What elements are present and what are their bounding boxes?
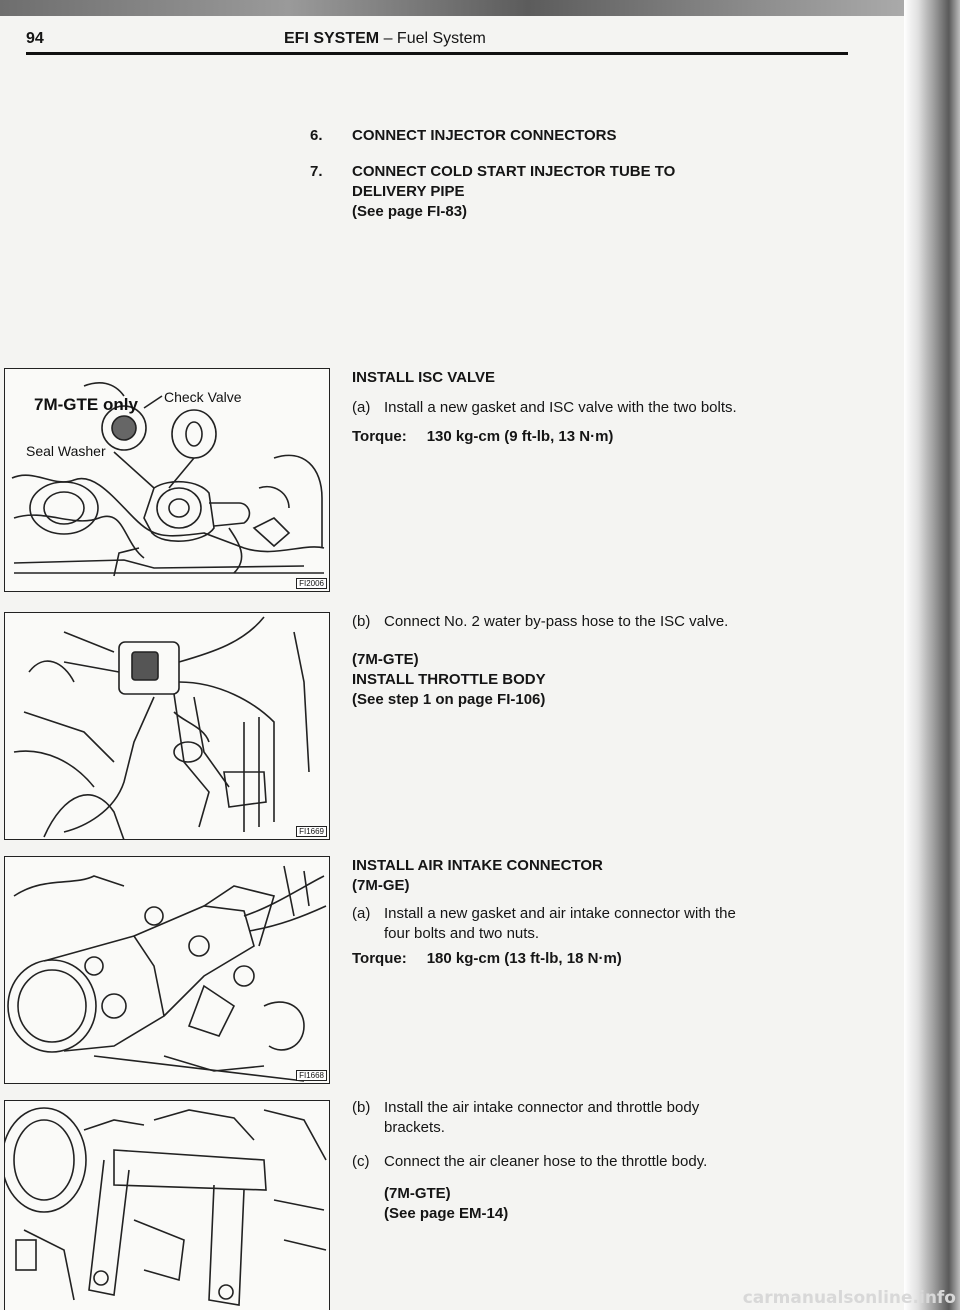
substep-letter: (b) — [352, 613, 371, 630]
page-reference: (See page FI-83) — [352, 203, 468, 220]
page-header — [26, 28, 848, 55]
torque-spec-8 — [352, 428, 613, 445]
figure-air-intake-connector — [4, 856, 330, 1084]
figure-isc-valve — [4, 368, 330, 592]
substep-letter: (c) — [352, 1153, 370, 1170]
torque-spec-10 — [352, 950, 622, 967]
step-model-note: (7M-GTE) — [352, 651, 419, 668]
substep-text: Connect No. 2 water by-pass hose to the ISC valve. — [384, 613, 729, 630]
seal-washer-label: Seal Washer — [26, 443, 106, 459]
torque-value: 180 kg-cm (13 ft-lb, 18 N·m) — [426, 950, 622, 967]
substep-letter: (b) — [352, 1099, 371, 1116]
substep-text-cont: brackets. — [384, 1119, 445, 1136]
figure-bracket-install — [4, 1100, 330, 1310]
torque-value: 130 kg-cm (9 ft-lb, 13 N·m) — [426, 428, 614, 445]
step-heading: INSTALL ISC VALVE — [352, 369, 496, 386]
substep-text: Connect the air cleaner hose to the throttle body. — [384, 1153, 708, 1170]
substep-text-cont: four bolts and two nuts. — [384, 925, 540, 942]
step-number: 6. — [310, 127, 323, 144]
bracket-illustration — [4, 1100, 330, 1310]
step-heading: INSTALL THROTTLE BODY — [352, 671, 546, 688]
torque-label: Torque: — [352, 428, 407, 445]
section-title: EFI SYSTEM — [284, 30, 380, 47]
model-label: 7M-GTE only — [34, 395, 138, 414]
scan-top-edge — [0, 0, 960, 16]
step-model-note: (7M-GE) — [352, 877, 410, 894]
water-hose-illustration — [4, 612, 330, 840]
figure-id: FI2006 — [296, 578, 327, 589]
page-title — [284, 30, 486, 48]
step-number: 7. — [310, 163, 323, 180]
isc-valve-illustration — [4, 368, 330, 592]
scan-binding-edge — [904, 0, 960, 1310]
check-valve-label: Check Valve — [164, 389, 242, 405]
figure-id: FI1668 — [296, 1070, 327, 1081]
air-intake-illustration — [4, 856, 330, 1084]
step-heading: INSTALL AIR INTAKE CONNECTOR — [352, 857, 603, 874]
figure-water-hose — [4, 612, 330, 840]
step-heading: CONNECT COLD START INJECTOR TUBE TO — [352, 163, 676, 180]
step-heading-cont: DELIVERY PIPE — [352, 183, 465, 200]
torque-label: Torque: — [352, 950, 407, 967]
step-heading: CONNECT INJECTOR CONNECTORS — [352, 127, 617, 144]
watermark: carmanualsonline.info — [742, 1288, 956, 1308]
model-note: (7M-GTE) — [384, 1185, 451, 1202]
substep-text: Install a new gasket and ISC valve with the two bolts. — [384, 399, 737, 416]
substep-letter: (a) — [352, 399, 371, 416]
substep-text: Install a new gasket and air intake connector with the — [384, 905, 736, 922]
page-reference: (See page EM-14) — [384, 1205, 509, 1222]
substep-letter: (a) — [352, 905, 371, 922]
substep-10c-note — [384, 1184, 508, 1224]
substep-text: Install the air intake connector and throttle body — [384, 1099, 700, 1116]
page-number: 94 — [26, 30, 44, 47]
figure-id: FI1669 — [296, 826, 327, 837]
page-reference: (See step 1 on page FI-106) — [352, 691, 546, 708]
section-subtitle: – Fuel System — [379, 30, 486, 47]
